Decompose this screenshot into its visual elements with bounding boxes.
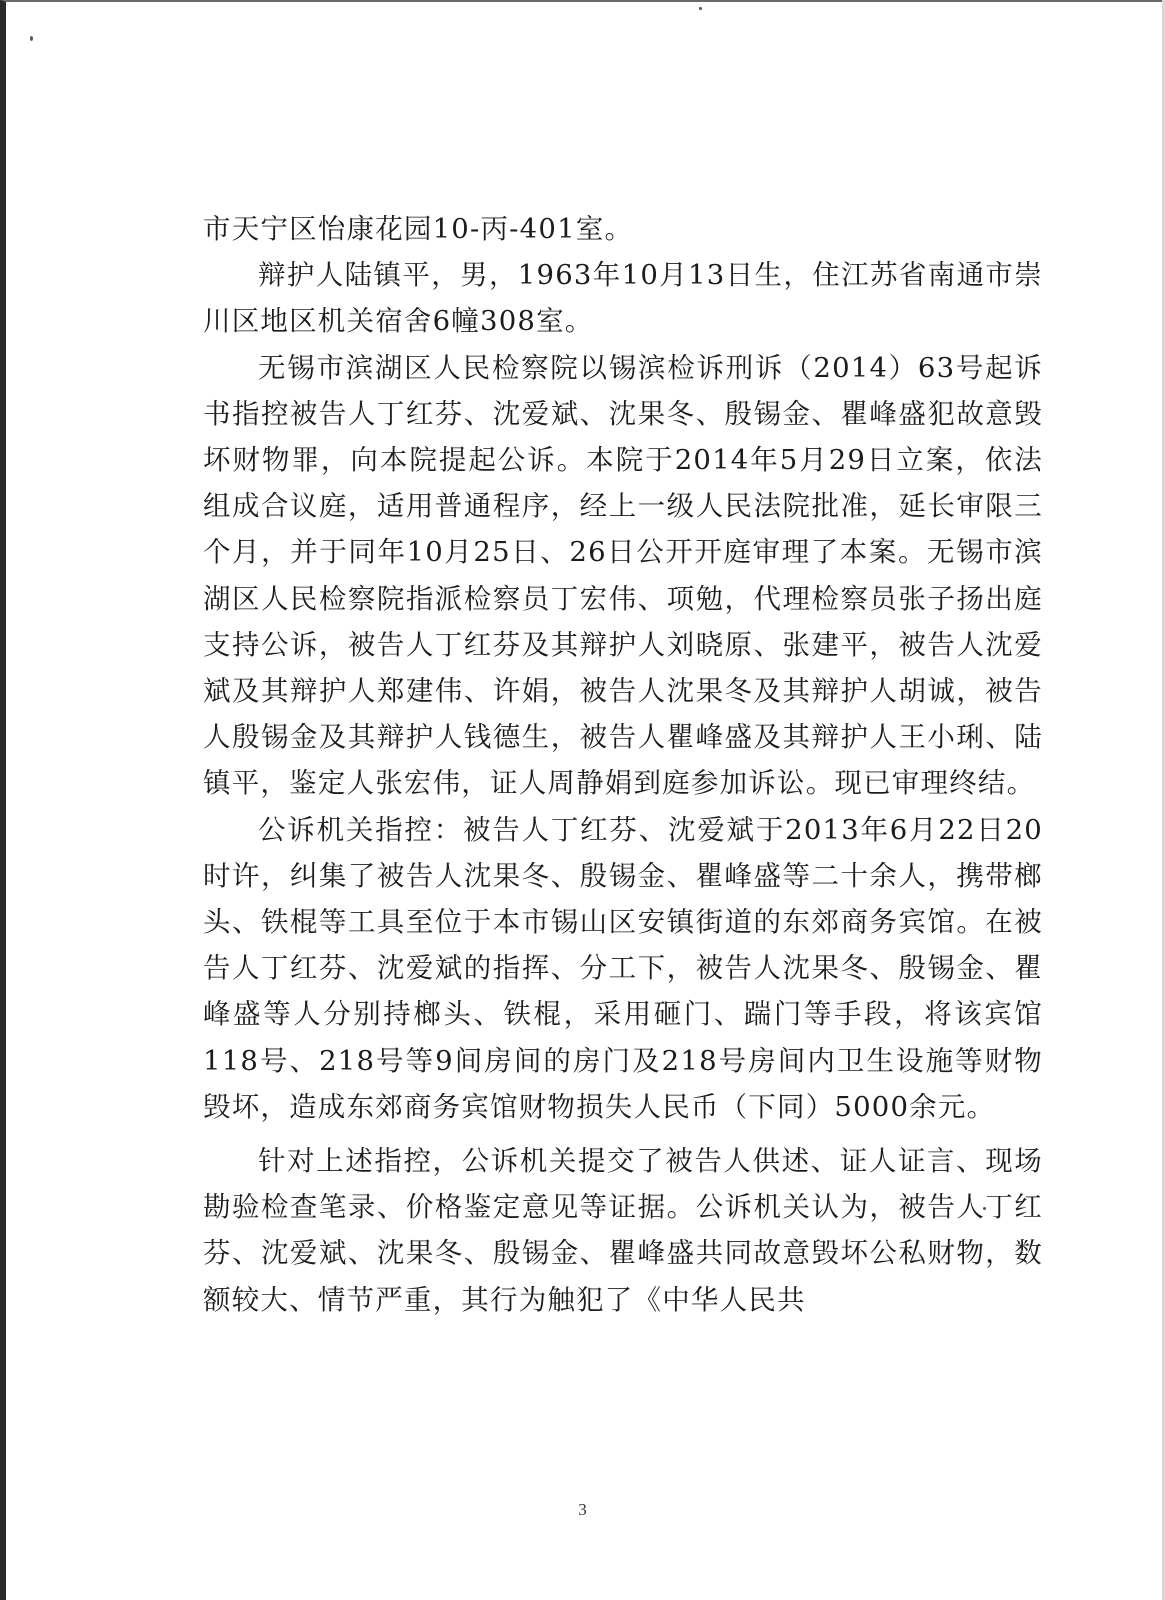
document-body: [203, 206, 1043, 1323]
scan-speck: [699, 7, 702, 10]
paragraph-defender-info: 辩护人陆镇平，男，1963年10月13日生，住江苏省南通市崇川区地区机关宿舍6幢308室。: [203, 259, 1043, 338]
paragraph-prosecution-evidence: 针对上述指控，公诉机关提交了被告人供述、证人证言、现场勘验检查笔录、价格鉴定意见等证据。公诉机关认为，被告人丁红芬、沈爱斌、沈果冬、殷锡金、瞿峰盛共同故意毁坏公私财物，数额较大、情节严重，其行为触犯了《中华人民共: [203, 1145, 1043, 1316]
page-number: 3: [578, 1500, 587, 1519]
paragraph-prosecution-charge: 公诉机关指控：被告人丁红芬、沈爱斌于2013年6月22日20时许，纠集了被告人沈果冬、殷锡金、瞿峰盛等二十余人，携带榔头、铁棍等工具至位于本市锡山区安镇街道的东郊商务宾馆。在被告人丁红芬、沈爱斌的指挥、分工下，被告人沈果冬、殷锡金、瞿峰盛等人分别持榔头、铁棍，采用砸门、踹门等手段，将该宾馆118号、218号等9间房间的房门及218号房间内卫生设施等财物毁坏，造成东郊商务宾馆财物损失人民币（下同）5000余元。: [203, 813, 1043, 1123]
scan-speck: [30, 36, 33, 41]
paragraph-address-continuation: 市天宁区怡康花园10-丙-401室。: [203, 213, 634, 245]
paragraph-case-procedure: 无锡市滨湖区人民检察院以锡滨检诉刑诉（2014）63号起诉书指控被告人丁红芬、沈爱斌、沈果冬、殷锡金、瞿峰盛犯故意毁坏财物罪，向本院提起公诉。本院于2014年5月29日立案，依法组成合议庭，适用普通程序，经上一级人民法院批准，延长审限三个月，并于同年10月25日、26日公开开庭审理了本案。无锡市滨湖区人民检察院指派检察员丁宏伟、项勉，代理检察员张子扬出庭支持公诉，被告人丁红芬及其辩护人刘晓原、张建平，被告人沈爱斌及其辩护人郑建伟、许娟，被告人沈果冬及其辩护人胡诚，被告人殷锡金及其辩护人钱德生，被告人瞿峰盛及其辩护人王小琍、陆镇平，鉴定人张宏伟，证人周静娟到庭参加诉讼。现已审理终结。: [203, 351, 1043, 800]
